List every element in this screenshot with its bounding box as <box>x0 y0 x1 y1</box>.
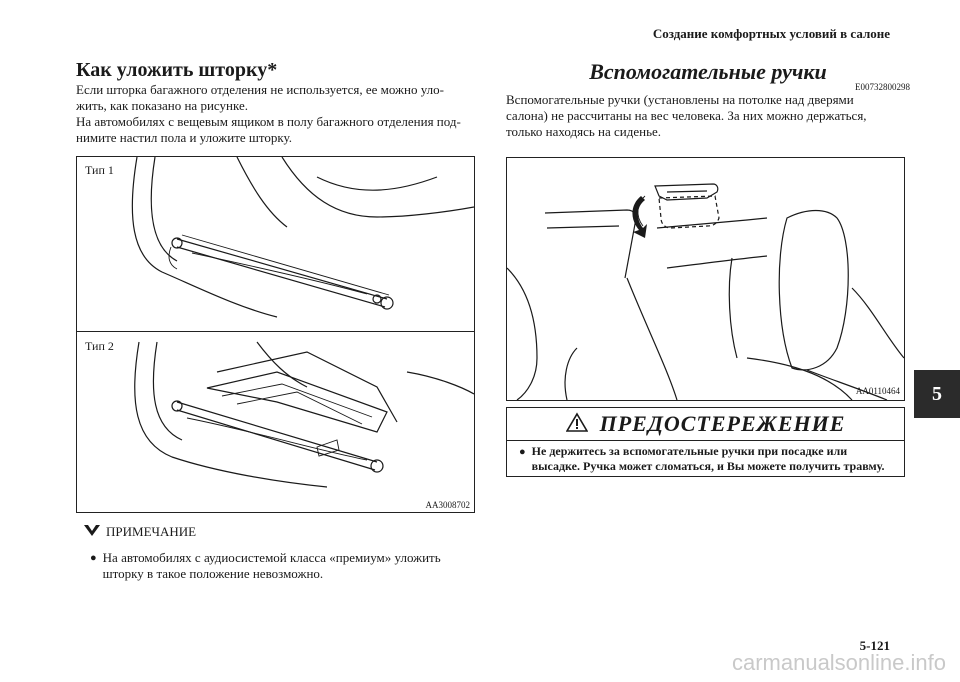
type2-illustration <box>77 332 474 512</box>
running-title: Создание комфортных условий в салоне <box>652 26 890 41</box>
figure-code: AA3008702 <box>425 500 470 510</box>
warning-triangle-icon <box>566 412 588 437</box>
type1-label: Тип 1 <box>85 163 114 177</box>
bullet-icon: ● <box>519 446 526 458</box>
warning-header <box>507 408 904 441</box>
warning-text: Не держитесь за вспомогательные ручки при посадке или высадке. Ручка может сломаться, и Вы можете получить травму. <box>531 444 885 473</box>
section-code: E00732800298 <box>855 82 910 92</box>
note-icon <box>82 522 102 542</box>
handles-figure <box>506 157 905 401</box>
handle-illustration <box>507 158 904 400</box>
warning-item <box>507 441 904 474</box>
chapter-tab: 5 <box>914 370 960 418</box>
note-block <box>82 522 474 582</box>
shade-figure <box>76 156 475 513</box>
warning-title: ПРЕДОСТЕРЕЖЕНИЕ <box>599 411 846 436</box>
watermark: carmanualsonline.info <box>731 650 946 675</box>
note-item <box>82 550 474 582</box>
paragraph-1: Если шторка багажного отделения не используется, ее можно уло- жить, как показано на рисунке. <box>76 82 444 113</box>
note-text: На автомобилях с аудиосистемой класса «премиум» уложить шторку в такое положение невозможно. <box>102 550 441 581</box>
note-title: ПРИМЕЧАНИЕ <box>106 524 197 539</box>
handles-paragraph: Вспомогательные ручки (установлены на потолке над дверями салона) не рассчитаны на вес человека. За них можно держаться, только находясь на сиденье. <box>506 92 867 139</box>
left-column <box>76 58 474 146</box>
warning-block <box>506 407 905 477</box>
page-number: 5-121 <box>859 638 890 653</box>
bullet-icon: ● <box>90 552 97 564</box>
note-header <box>82 522 474 542</box>
right-column <box>506 58 910 140</box>
type2-label: Тип 2 <box>85 339 114 353</box>
section-title-handles: Вспомогательные ручки <box>589 59 827 84</box>
paragraph-2: На автомобилях с вещевым ящиком в полу багажного отделения под- нимите настил пола и уложите шторку. <box>76 114 461 145</box>
handles-figure-code: AA0110464 <box>855 386 900 396</box>
section-title-shade: Как уложить шторку* <box>76 59 278 81</box>
type1-illustration <box>77 157 474 331</box>
